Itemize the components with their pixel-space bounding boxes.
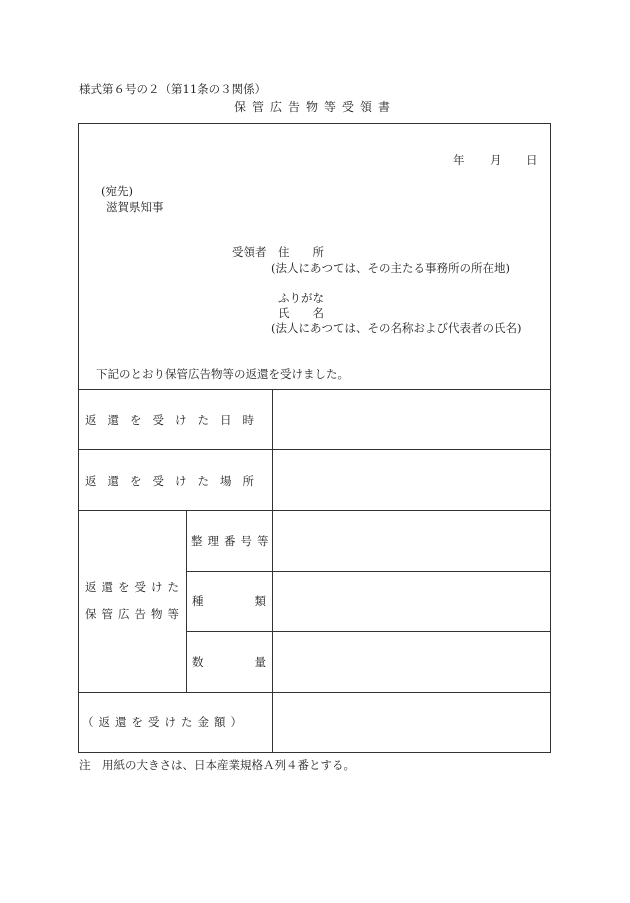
field-returned-place[interactable] [273, 450, 550, 510]
field-returned-amount[interactable] [273, 693, 550, 752]
label-returned-datetime: 返還を受けた日時 [85, 413, 265, 427]
address-note: (法人にあつては、その主たる事務所の所在地) [271, 261, 510, 275]
rule-sublabel-column [186, 510, 187, 692]
paper-size-note: 注 用紙の大きさは、日本産業規格Ａ列４番とする。 [79, 758, 355, 772]
label-quantity-char-1: 数 [192, 655, 204, 669]
label-number: 整理番号等 [191, 534, 274, 548]
label-quantity [192, 655, 266, 669]
address-label: 住 所 [278, 245, 324, 259]
document-title: 保管広告物等受領書 [233, 100, 396, 114]
label-type-char-1: 種 [192, 594, 204, 608]
date-day: 日 [526, 153, 538, 167]
label-returned-place: 返還を受けた場所 [85, 474, 265, 488]
furigana-label: ふりがな [278, 291, 324, 305]
field-returned-datetime[interactable] [273, 390, 550, 449]
label-type [192, 594, 266, 608]
label-returned-amount: （返還を受けた金額） [82, 715, 247, 729]
date-month: 月 [490, 153, 502, 167]
label-type-char-2: 類 [254, 594, 266, 608]
recipient-role: 受領者 [232, 245, 267, 259]
field-number[interactable] [273, 511, 550, 571]
label-quantity-char-2: 量 [254, 655, 266, 669]
label-returned-items-line1: 返還を受けた [85, 580, 184, 594]
field-type[interactable] [273, 572, 550, 631]
addressee-name: 滋賀県知事 [106, 200, 164, 214]
form-number-label: 様式第６号の２（第11条の３関係） [79, 82, 267, 96]
statement-text: 下記のとおり保管広告物等の返還を受けました。 [96, 367, 349, 381]
field-quantity[interactable] [273, 632, 550, 692]
name-note: (法人にあつては、その名称および代表者の氏名) [271, 321, 522, 335]
name-label: 氏 名 [278, 306, 324, 320]
label-returned-items-line2: 保管広告物等 [85, 607, 184, 621]
addressee-prefix: (宛先) [101, 184, 133, 198]
date-year: 年 [453, 153, 465, 167]
